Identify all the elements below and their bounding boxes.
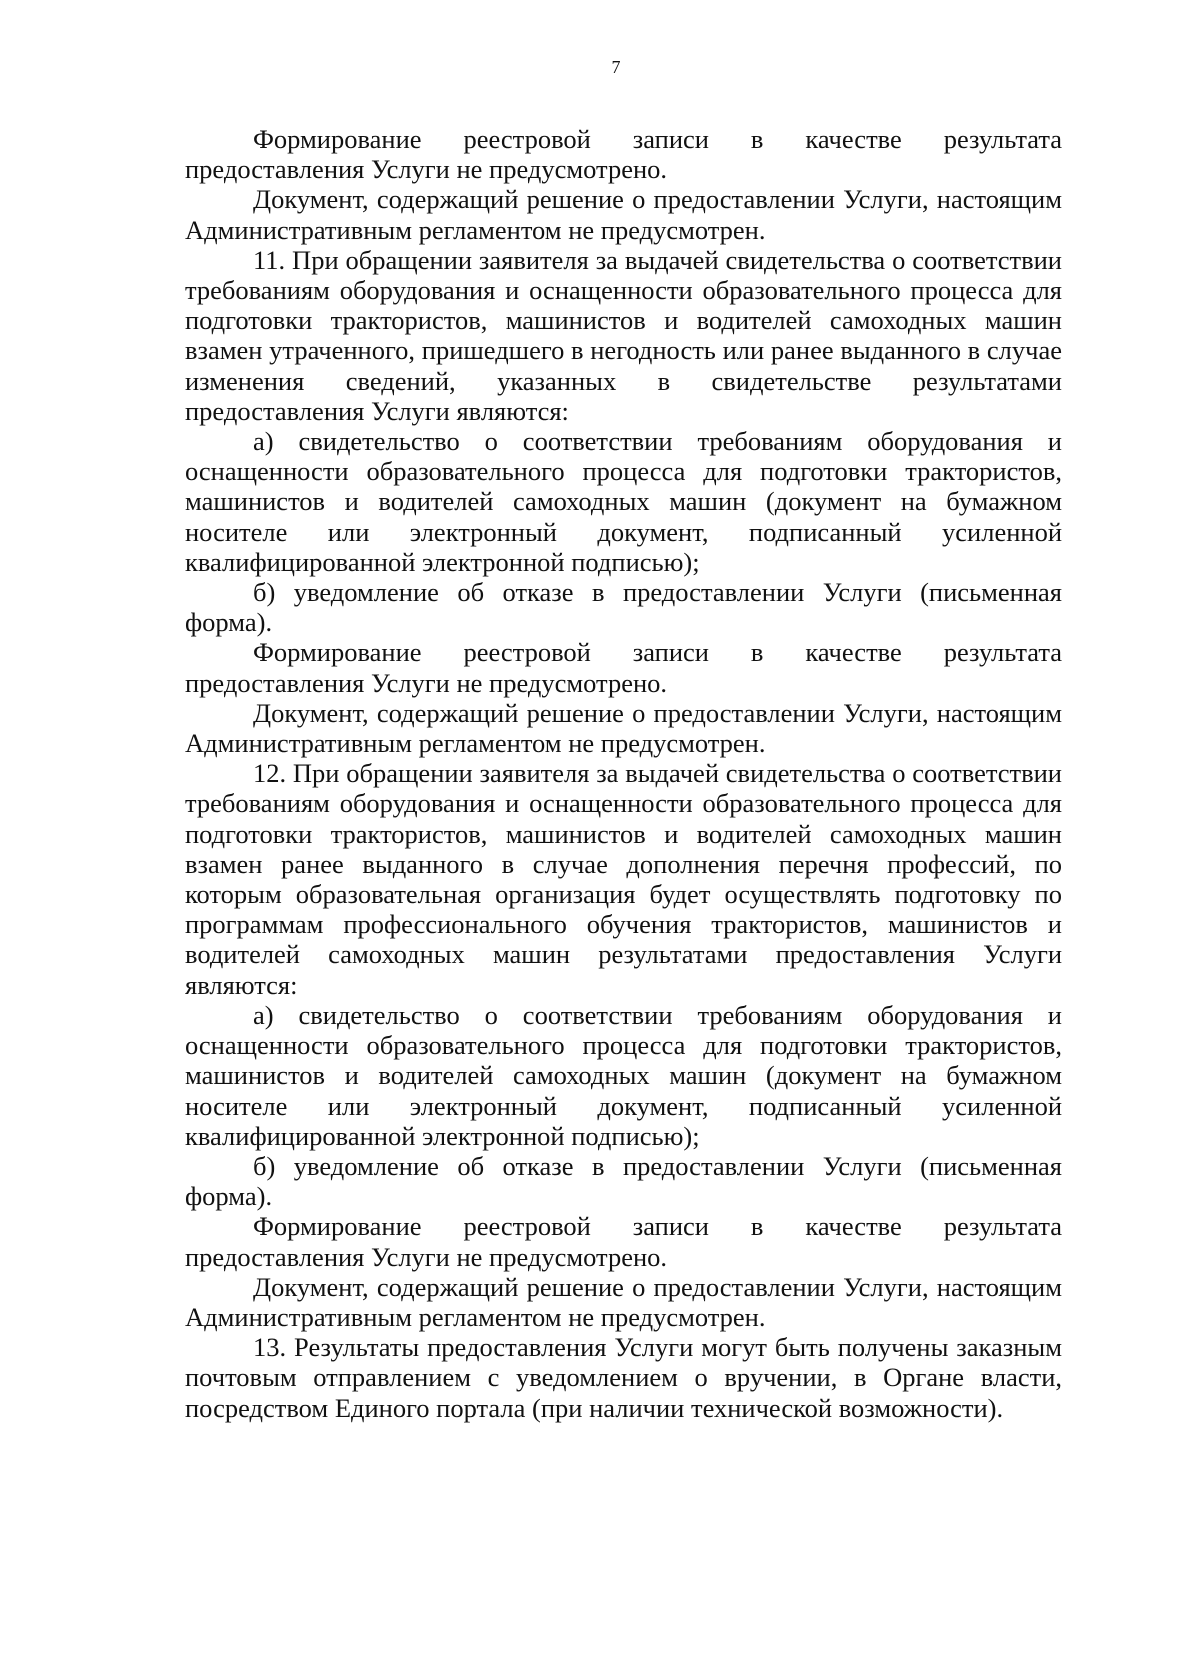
paragraph-section-11: 11. При обращении заявителя за выдачей свидетельства о соответствии требованиям оборудования и оснащенности образовательного процесса для подготовки трактористов, машинистов и водителей самоходных машин взамен утраченного, пришедшего в негодность или ранее выданного в случае изменения сведений, указанных в свидетельстве результатами предоставления Услуги являются: bbox=[185, 244, 1062, 426]
paragraph-decision-document-3: Документ, содержащий решение о предоставлении Услуги, настоящим Административным регламентом не предусмотрен. bbox=[185, 1271, 1062, 1332]
paragraph-item-b-2: б) уведомление об отказе в предоставлении Услуги (письменная форма). bbox=[185, 1150, 1062, 1212]
page-number: 7 bbox=[611, 57, 621, 77]
paragraph-decision-document-2: Документ, содержащий решение о предоставлении Услуги, настоящим Административным регламентом не предусмотрен. bbox=[185, 697, 1062, 759]
paragraph-item-a-2: а) свидетельство о соответствии требованиям оборудования и оснащенности образовательного процесса для подготовки трактористов, машинистов и водителей самоходных машин (документ на бумажном носителе или электронный документ, подписанный усиленной квалифицированной электронной подписью); bbox=[185, 999, 1062, 1151]
paragraph-section-13: 13. Результаты предоставления Услуги могут быть получены заказным почтовым отправлением с уведомлением о вручении, в Органе власти, посредством Единого портала (при наличии технической возможности). bbox=[185, 1332, 1062, 1423]
paragraph-section-12: 12. При обращении заявителя за выдачей свидетельства о соответствии требованиям оборудования и оснащенности образовательного процесса для подготовки трактористов, машинистов и водителей самоходных машин взамен ранее выданного в случае дополнения перечня профессий, по которым образовательная организация будет осуществлять подготовку по программам профессионального обучения трактористов, машинистов и водителей самоходных машин результатами предоставления Услуги являются: bbox=[185, 758, 1062, 1000]
paragraph-registry-entry-2: Формирование реестровой записи в качестве результата предоставления Услуги не предусмотрено. bbox=[185, 637, 1062, 698]
paragraph-decision-document-1: Документ, содержащий решение о предоставлении Услуги, настоящим Административным регламентом не предусмотрен. bbox=[185, 184, 1062, 245]
paragraph-item-a-1: а) свидетельство о соответствии требованиям оборудования и оснащенности образовательного процесса для подготовки трактористов, машинистов и водителей самоходных машин (документ на бумажном носителе или электронный документ, подписанный усиленной квалифицированной электронной подписью); bbox=[185, 426, 1062, 577]
document-body bbox=[185, 124, 1062, 1423]
paragraph-registry-entry-1: Формирование реестровой записи в качестве результата предоставления Услуги не предусмотрено. bbox=[185, 124, 1062, 185]
paragraph-registry-entry-3: Формирование реестровой записи в качестве результата предоставления Услуги не предусмотрено. bbox=[185, 1211, 1062, 1272]
paragraph-item-b-1: б) уведомление об отказе в предоставлении Услуги (письменная форма). bbox=[185, 577, 1062, 638]
